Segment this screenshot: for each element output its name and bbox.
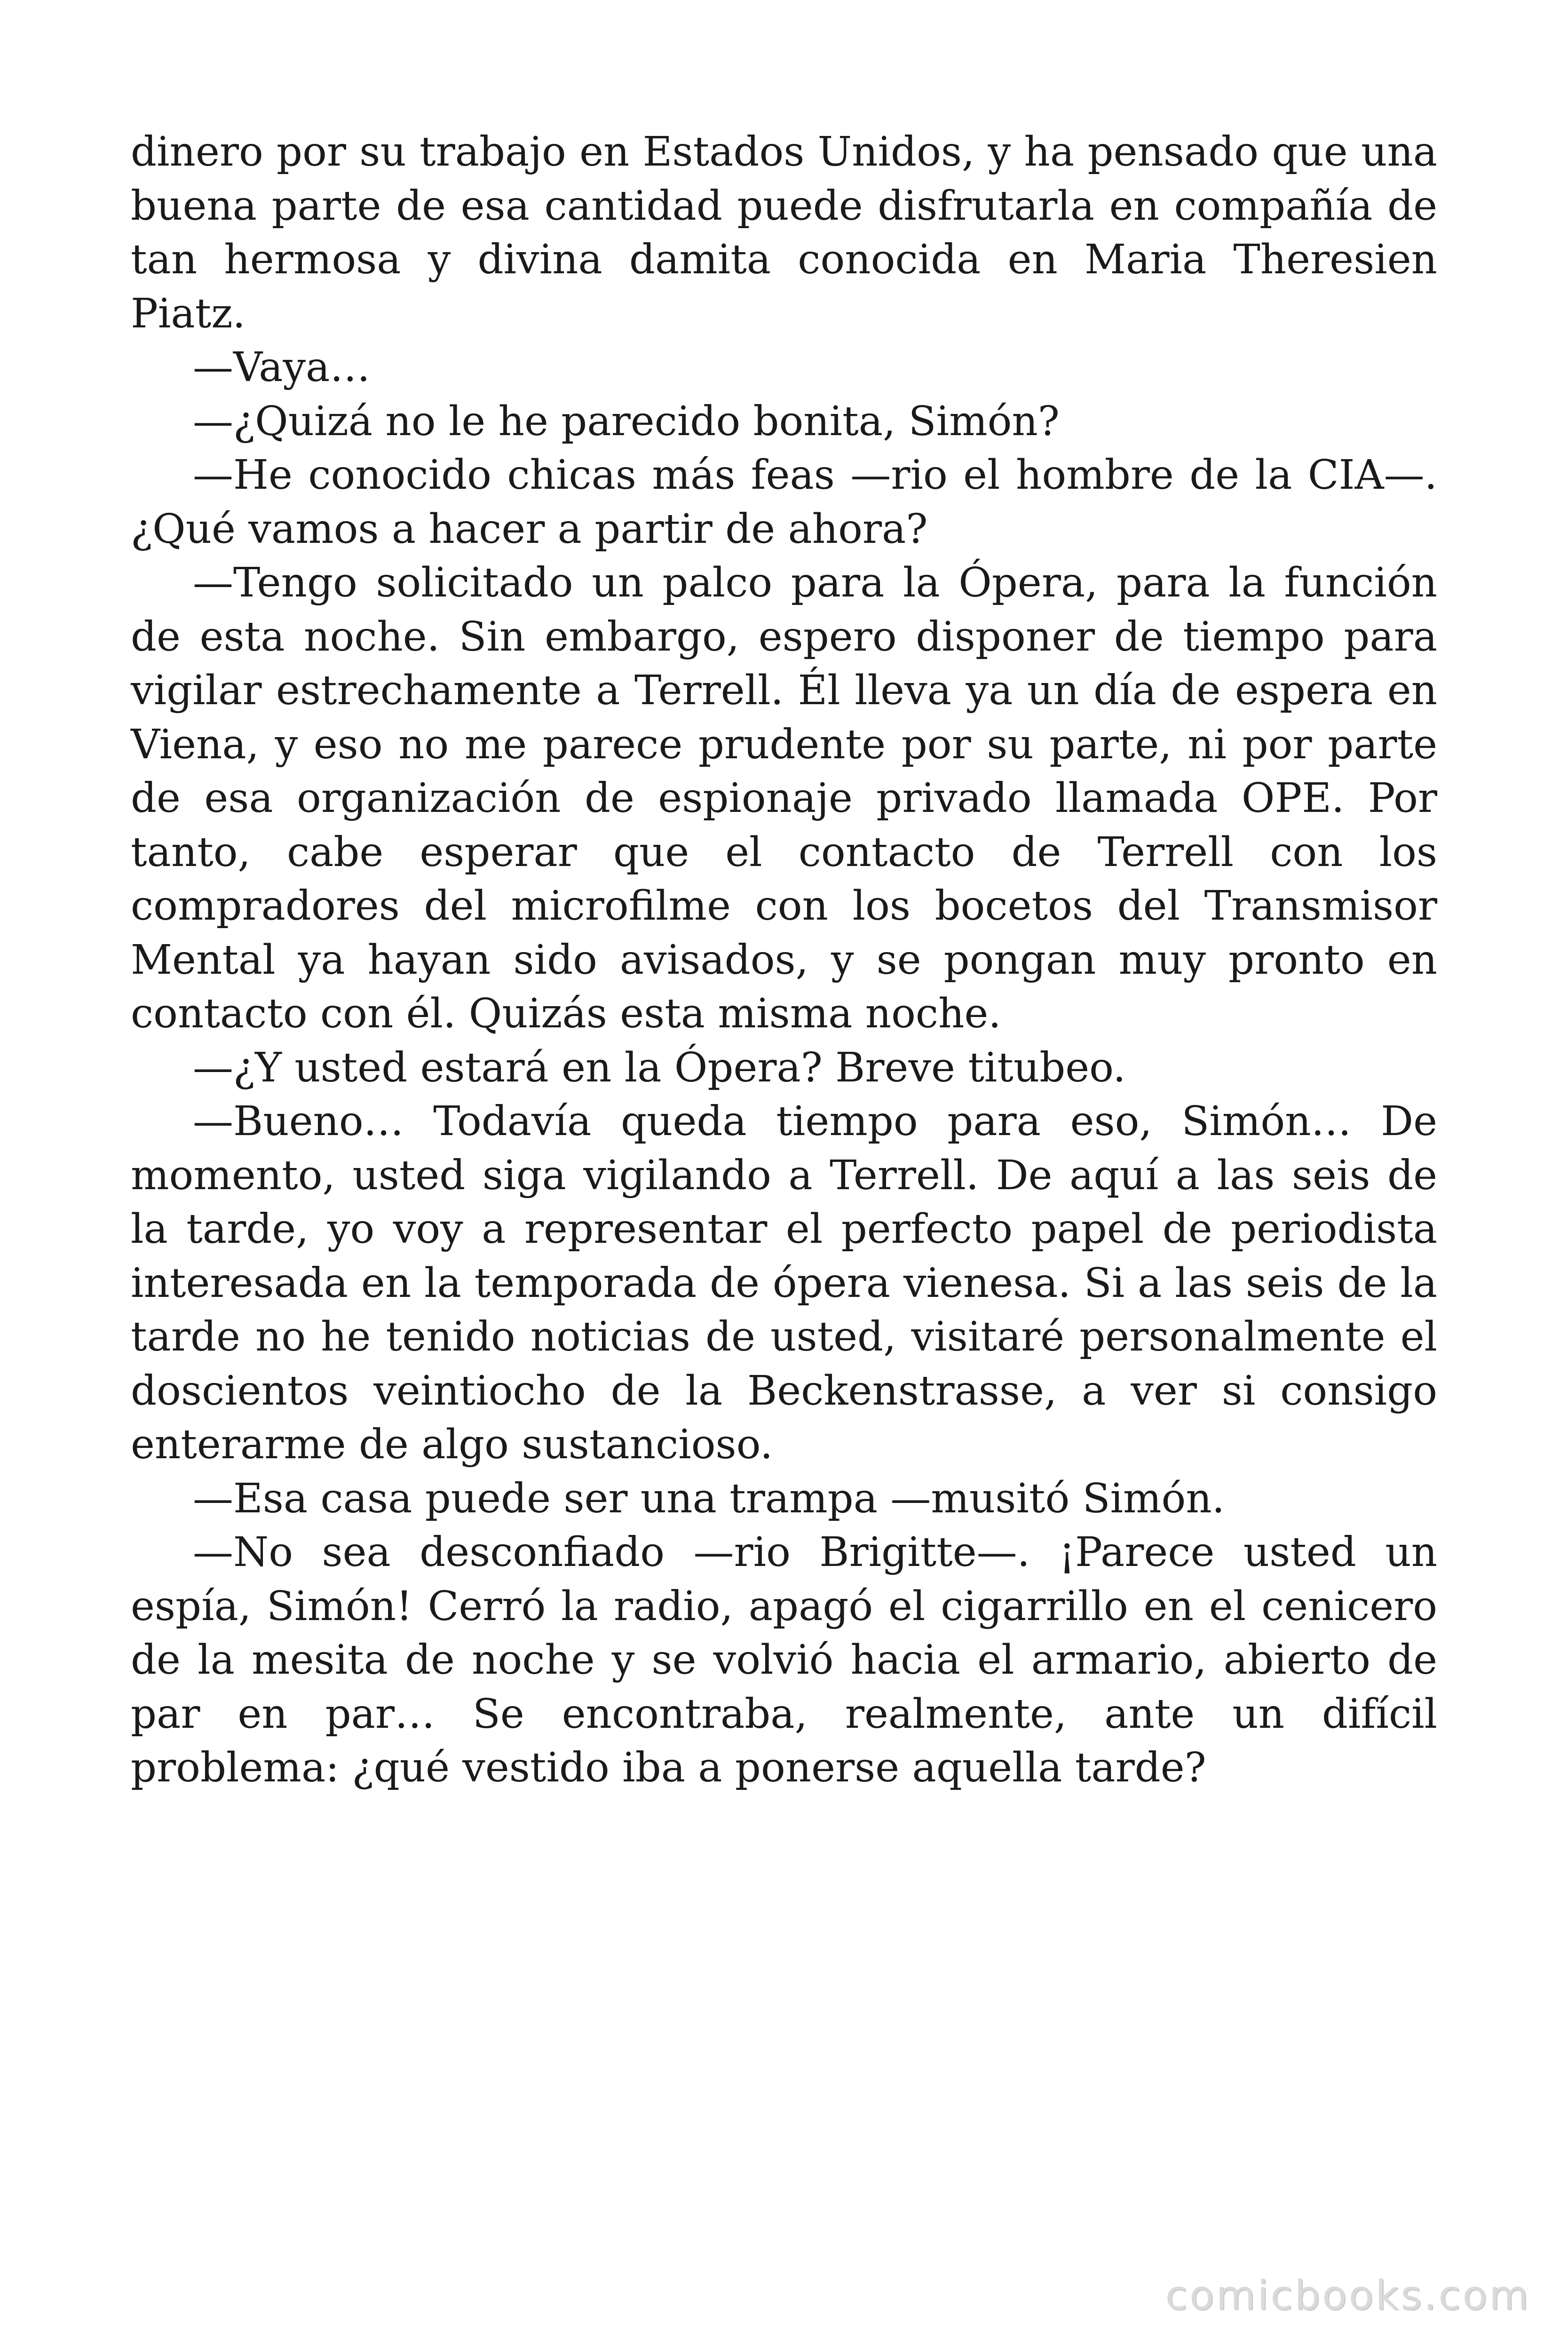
paragraph-dialogue: —Tengo solicitado un palco para la Ópera, para la función de esta noche. Sin embargo, espero disponer de tiempo para vigilar estrechamente a Terrell. Él lleva ya un día de espera en Viena, y eso no me parece prudente por su parte, ni por parte de esa organización de espionaje privado llamada OPE. Por tanto, cabe esperar que el contacto de Terrell con los compradores del microfilme con los bocetos del Transmisor Mental ya hayan sido avisados, y se pongan muy pronto en contacto con él. Quizás esta misma noche. — [131, 559, 1437, 1037]
paragraph-continuation: dinero por su trabajo en Estados Unidos, y ha pensado que una buena parte de esa cantidad puede disfrutarla en compañía de tan hermosa y divina damita conocida en Maria Theresien Piatz. — [131, 128, 1437, 337]
paragraph-dialogue: —No sea desconfiado —rio Brigitte—. ¡Parece usted un espía, Simón! Cerró la radio, apagó el cigarrillo en el cenicero de la mesita de noche y se volvió hacia el armario, abierto de par en par… Se encontraba, realmente, ante un difícil problema: ¿qué vestido iba a ponerse aquella tarde? — [131, 1529, 1437, 1791]
paragraph-dialogue: —He conocido chicas más feas —rio el hombre de la CIA—. ¿Qué vamos a hacer a partir de ahora? — [131, 452, 1437, 553]
body-text — [131, 125, 1437, 1795]
paragraph-dialogue: —Vaya… — [193, 344, 371, 391]
watermark-logo: comicbooks.com — [1165, 2272, 1530, 2319]
paragraph-dialogue: —¿Quizá no le he parecido bonita, Simón? — [193, 397, 1060, 445]
paragraph-dialogue: —¿Y usted estará en la Ópera? Breve titubeo. — [193, 1044, 1126, 1091]
paragraph-dialogue: —Bueno… Todavía queda tiempo para eso, Simón… De momento, usted siga vigilando a Terrell. De aquí a las seis de la tarde, yo voy a representar el perfecto papel de periodista interesada en la temporada de ópera vienesa. Si a las seis de la tarde no he tenido noticias de usted, visitaré personalmente el doscientos veintiocho de la Beckenstrasse, a ver si consigo enterarme de algo sustancioso. — [131, 1098, 1437, 1468]
paragraph-dialogue: —Esa casa puede ser una trampa —musitó Simón. — [193, 1475, 1225, 1522]
